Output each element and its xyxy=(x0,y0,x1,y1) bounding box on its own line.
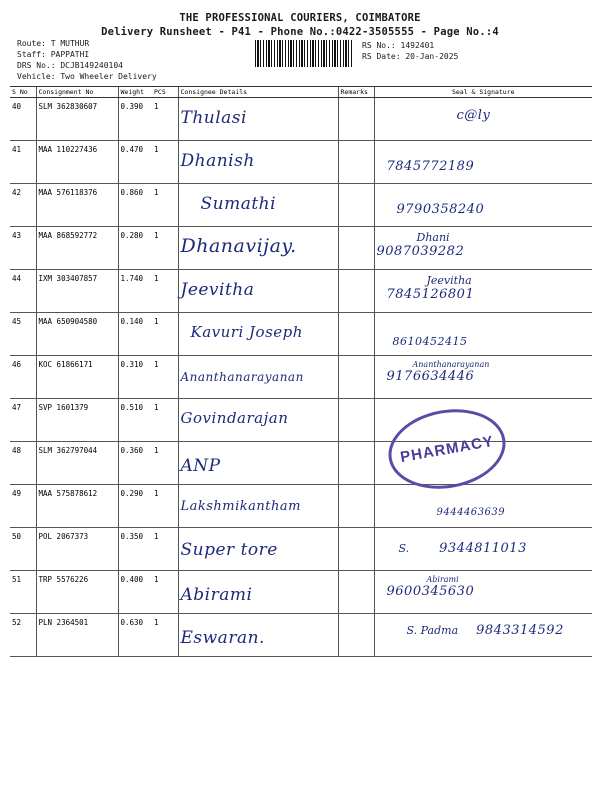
consignment-no: SLM 362830607 xyxy=(36,98,118,141)
col-signature: Seal & Signature xyxy=(374,87,592,98)
weight: 0.310 xyxy=(118,356,152,399)
signature-cell xyxy=(374,227,592,270)
consignee-name: Sumathi xyxy=(200,194,277,214)
table-row xyxy=(10,614,592,657)
consignment-no: SLM 362797044 xyxy=(36,442,118,485)
pcs: 1 xyxy=(152,184,178,227)
consignee-cell xyxy=(178,485,338,528)
remarks-cell xyxy=(338,141,374,184)
sno: 40 xyxy=(10,98,36,141)
signer-phone: 7845772189 xyxy=(386,159,475,174)
col-weight: Weight xyxy=(118,87,152,98)
table-row xyxy=(10,313,592,356)
remarks-cell xyxy=(338,485,374,528)
col-sno: S No xyxy=(10,87,36,98)
staff-label: Staff: PAPPATHI xyxy=(17,50,90,59)
consignment-no: MAA 110227436 xyxy=(36,141,118,184)
consignment-no: MAA 575878612 xyxy=(36,485,118,528)
consignee-name: Dhanavijay. xyxy=(180,235,297,257)
runsheet-table xyxy=(10,86,592,657)
route-label: Route: T MUTHUR xyxy=(17,39,90,48)
remarks-cell xyxy=(338,313,374,356)
pcs: 1 xyxy=(152,571,178,614)
consignee-name: Kavuri Joseph xyxy=(190,323,303,341)
remarks-cell xyxy=(338,571,374,614)
table-row xyxy=(10,528,592,571)
table-row xyxy=(10,184,592,227)
consignee-cell xyxy=(178,399,338,442)
consignee-cell xyxy=(178,98,338,141)
consignment-no: MAA 650904580 xyxy=(36,313,118,356)
signature: S. Padma xyxy=(406,624,459,637)
signature-cell xyxy=(374,270,592,313)
consignee-name: Eswaran. xyxy=(180,628,265,648)
sno: 44 xyxy=(10,270,36,313)
table-row xyxy=(10,227,592,270)
barcode xyxy=(255,40,353,67)
stamp-text: PHARMACY xyxy=(398,432,496,466)
signer-phone: 9176634446 xyxy=(386,369,475,384)
consignee-name: Govindarajan xyxy=(180,409,289,427)
remarks-cell xyxy=(338,98,374,141)
weight: 0.360 xyxy=(118,442,152,485)
signature-cell xyxy=(374,571,592,614)
col-pcs: PCS xyxy=(152,87,178,98)
consignee-cell xyxy=(178,528,338,571)
consignee-cell xyxy=(178,313,338,356)
consignee-name: Super tore xyxy=(180,540,278,560)
remarks-cell xyxy=(338,184,374,227)
weight: 0.860 xyxy=(118,184,152,227)
signature: Jeevitha xyxy=(426,274,472,287)
consignment-no: IXM 303407857 xyxy=(36,270,118,313)
sno: 45 xyxy=(10,313,36,356)
rs-date: RS Date: 20-Jan-2025 xyxy=(362,52,459,61)
consignee-cell xyxy=(178,571,338,614)
sno: 46 xyxy=(10,356,36,399)
weight: 0.280 xyxy=(118,227,152,270)
signature-cell xyxy=(374,614,592,657)
weight: 0.470 xyxy=(118,141,152,184)
signer-phone: 9600345630 xyxy=(386,584,475,599)
sno: 43 xyxy=(10,227,36,270)
sno: 50 xyxy=(10,528,36,571)
consignee-cell xyxy=(178,227,338,270)
consignment-no: TRP 5576226 xyxy=(36,571,118,614)
pcs: 1 xyxy=(152,485,178,528)
consignment-no: MAA 868592772 xyxy=(36,227,118,270)
consignee-name: Thulasi xyxy=(180,108,247,128)
consignee-cell xyxy=(178,270,338,313)
consignment-no: PLN 2364501 xyxy=(36,614,118,657)
consignee-name: Ananthanarayanan xyxy=(180,370,304,384)
pcs: 1 xyxy=(152,399,178,442)
pcs: 1 xyxy=(152,270,178,313)
pcs: 1 xyxy=(152,442,178,485)
consignee-name: Dhanish xyxy=(180,151,255,171)
table-header-row xyxy=(10,87,592,98)
sno: 41 xyxy=(10,141,36,184)
signer-phone: 7845126801 xyxy=(386,287,475,302)
col-consignee: Consignee Details xyxy=(178,87,338,98)
signer-phone: 8610452415 xyxy=(392,335,468,348)
table-row xyxy=(10,141,592,184)
weight: 0.510 xyxy=(118,399,152,442)
pcs: 1 xyxy=(152,528,178,571)
consignee-cell xyxy=(178,356,338,399)
consignee-name: Abirami xyxy=(180,585,253,605)
weight: 0.140 xyxy=(118,313,152,356)
sno: 52 xyxy=(10,614,36,657)
col-consignment: Consignment No xyxy=(36,87,118,98)
company-title: THE PROFESSIONAL COURIERS, COIMBATORE xyxy=(179,12,421,24)
signer-phone: 9843314592 xyxy=(476,623,564,638)
signer-phone: 9444463639 xyxy=(436,507,506,518)
signature-cell xyxy=(374,528,592,571)
vehicle-label: Vehicle: Two Wheeler Delivery xyxy=(17,72,157,81)
consignment-no: KOC 61866171 xyxy=(36,356,118,399)
col-remarks: Remarks xyxy=(338,87,374,98)
pcs: 1 xyxy=(152,356,178,399)
table-row xyxy=(10,571,592,614)
weight: 1.740 xyxy=(118,270,152,313)
signature: Dhani xyxy=(416,231,450,244)
signer-phone: 9790358240 xyxy=(396,202,485,217)
runsheet-title: Delivery Runsheet - P41 - Phone No.:0422-3505555 - Page No.:4 xyxy=(101,26,499,38)
remarks-cell xyxy=(338,528,374,571)
consignee-cell xyxy=(178,614,338,657)
signature-cell xyxy=(374,485,592,528)
weight: 0.390 xyxy=(118,98,152,141)
sno: 51 xyxy=(10,571,36,614)
consignee-name: Jeevitha xyxy=(180,280,255,300)
sno: 48 xyxy=(10,442,36,485)
remarks-cell xyxy=(338,270,374,313)
sno: 42 xyxy=(10,184,36,227)
signature: Ananthanarayanan xyxy=(412,360,490,369)
consignee-cell xyxy=(178,141,338,184)
consignee-cell xyxy=(178,442,338,485)
signature: c@ly xyxy=(456,108,491,123)
signer-phone: 9087039282 xyxy=(376,244,465,259)
pcs: 1 xyxy=(152,227,178,270)
rs-number: RS No.: 1492401 xyxy=(362,41,435,50)
table-row xyxy=(10,485,592,528)
remarks-cell xyxy=(338,442,374,485)
signature-cell xyxy=(374,141,592,184)
signer-phone: 9344811013 xyxy=(439,541,527,556)
remarks-cell xyxy=(338,227,374,270)
consignee-name: Lakshmikantham xyxy=(180,499,301,514)
consignment-no: POL 2067373 xyxy=(36,528,118,571)
pcs: 1 xyxy=(152,313,178,356)
remarks-cell xyxy=(338,356,374,399)
signature-cell xyxy=(374,356,592,399)
pcs: 1 xyxy=(152,141,178,184)
consignee-cell xyxy=(178,184,338,227)
pcs: 1 xyxy=(152,98,178,141)
signature: S. xyxy=(398,542,410,555)
table-row xyxy=(10,399,592,442)
consignment-no: MAA 576118376 xyxy=(36,184,118,227)
sno: 47 xyxy=(10,399,36,442)
table-row xyxy=(10,356,592,399)
pcs: 1 xyxy=(152,614,178,657)
sno: 49 xyxy=(10,485,36,528)
drs-label: DRS No.: DCJB149240104 xyxy=(17,61,123,70)
weight: 0.400 xyxy=(118,571,152,614)
consignment-no: SVP 1601379 xyxy=(36,399,118,442)
remarks-cell xyxy=(338,399,374,442)
table-row xyxy=(10,98,592,141)
weight: 0.630 xyxy=(118,614,152,657)
signature-cell xyxy=(374,313,592,356)
table-row xyxy=(10,270,592,313)
consignee-name: ANP xyxy=(180,456,221,476)
weight: 0.290 xyxy=(118,485,152,528)
remarks-cell xyxy=(338,614,374,657)
signature: Abirami xyxy=(426,575,459,584)
weight: 0.350 xyxy=(118,528,152,571)
signature-cell xyxy=(374,98,592,141)
signature-cell xyxy=(374,184,592,227)
